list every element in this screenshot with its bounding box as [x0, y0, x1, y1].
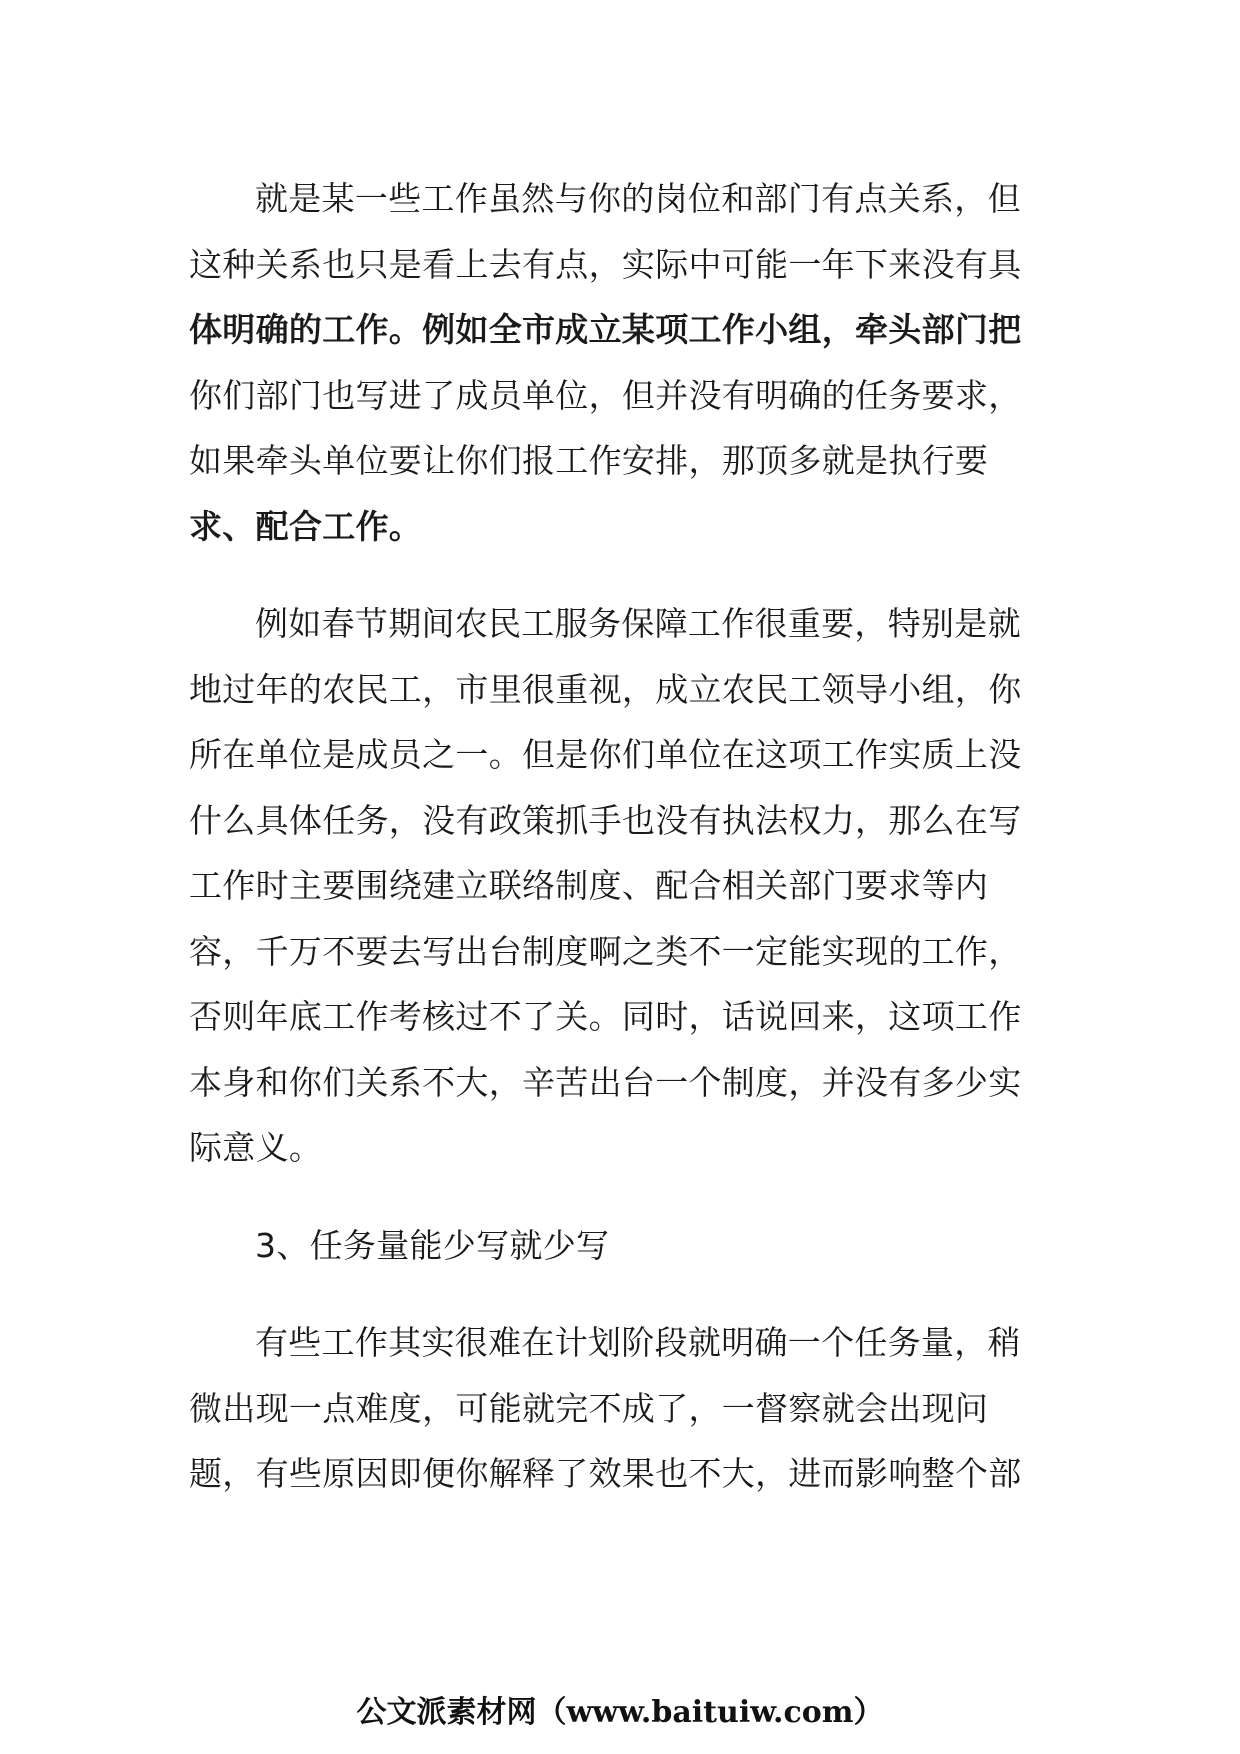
footer-source: 公文派素材网（www.baituiw.com） — [356, 1695, 884, 1730]
text-line: 工作时主要围绕建立联络制度、配合相关部门要求等内 — [189, 866, 989, 905]
paragraph-spacer — [189, 1181, 1041, 1213]
text-line: 本身和你们关系不大，辛苦出台一个制度，并没有多少实 — [189, 1062, 1022, 1102]
paragraph-1 — [189, 166, 1041, 559]
section-heading — [189, 1213, 1041, 1279]
text-line: 际意义。 — [189, 1128, 323, 1167]
paragraph-spacer — [189, 559, 1041, 591]
text-line: 容，千万不要去写出台制度啊之类不一定能实现的工作， — [189, 931, 1022, 971]
text-line: 有些工作其实很难在计划阶段就明确一个任务量，稍 — [255, 1323, 1021, 1362]
text-line: 地过年的农民工，市里很重视，成立农民工领导小组，你 — [189, 669, 1022, 709]
text-line: 你们部门也写进了成员单位，但并没有明确的任务要求， — [189, 375, 1022, 415]
text-line: 微出现一点难度，可能就完不成了，一督察就会出现问 — [189, 1388, 989, 1428]
text-line: 题，有些原因即便你解释了效果也不大，进而影响整个部 — [189, 1454, 1022, 1493]
text-line: 求、配合工作。 — [189, 506, 423, 546]
paragraph-2 — [189, 591, 1041, 1181]
paragraph-3 — [189, 1310, 1041, 1507]
document-body — [189, 166, 1041, 1507]
text-line: 这种关系也只是看上去有点，实际中可能一年下来没有具 — [189, 244, 1022, 284]
text-line: 否则年底工作考核过不了关。同时，话说回来，这项工作 — [189, 997, 1022, 1036]
paragraph-spacer — [189, 1278, 1041, 1310]
text-line: 如果牵头单位要让你们报工作安排，那顶多就是执行要 — [189, 441, 989, 480]
text-line: 例如春节期间农民工服务保障工作很重要，特别是就 — [255, 604, 1021, 643]
text-line: 什么具体任务，没有政策抓手也没有执法权力，那么在写 — [189, 800, 1022, 840]
heading-text: 3、任务量能少写就少写 — [255, 1225, 610, 1265]
text-line: 就是某一些工作虽然与你的岗位和部门有点关系，但 — [255, 179, 1021, 218]
text-line: 体明确的工作。例如全市成立某项工作小组，牵头部门把 — [189, 310, 1022, 349]
text-line: 所在单位是成员之一。但是你们单位在这项工作实质上没 — [189, 735, 1022, 774]
